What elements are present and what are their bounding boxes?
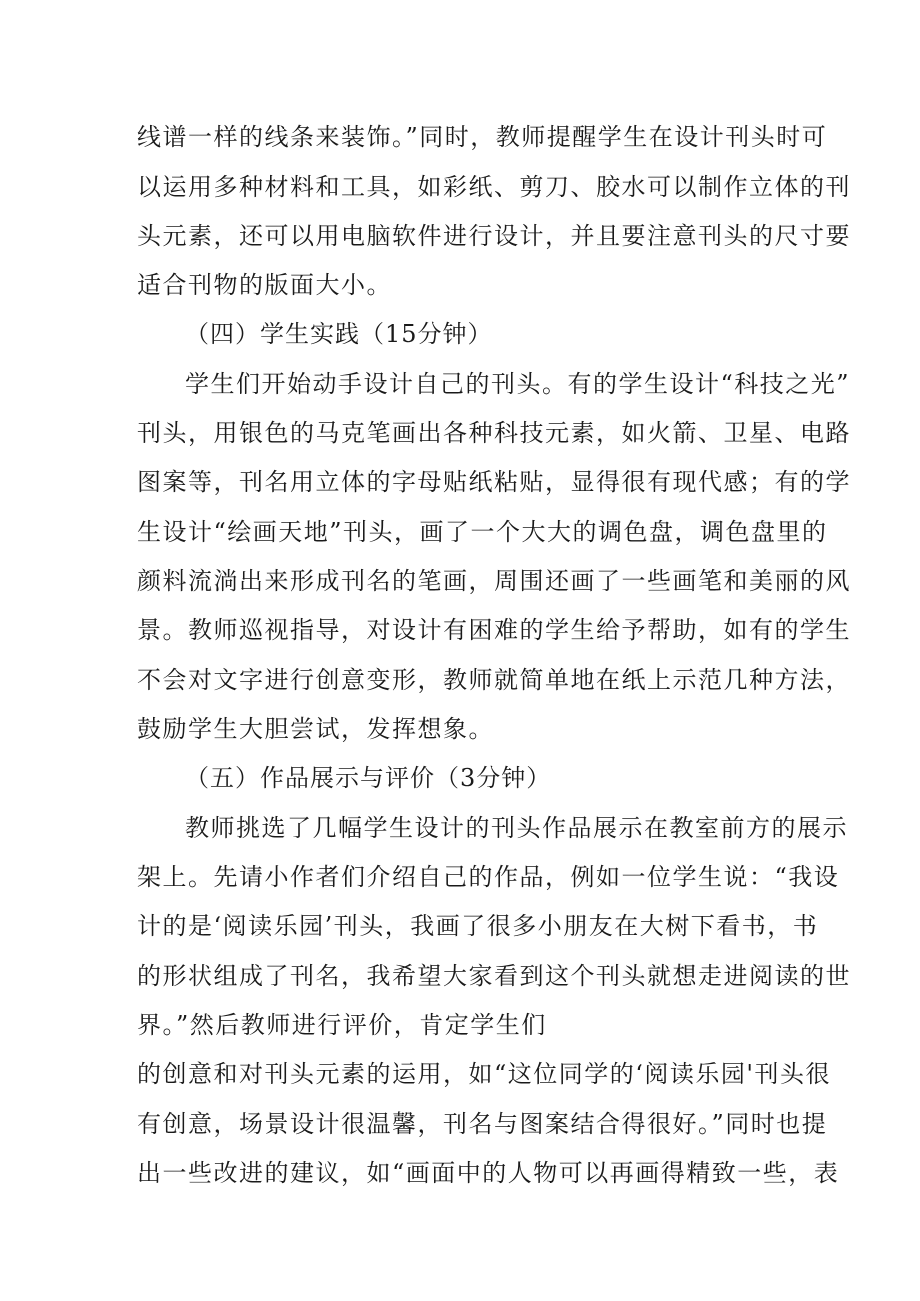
paragraph-line: 不会对文字进行创意变形，教师就简单地在纸上示范几种方法， <box>137 666 851 694</box>
paragraph-line: 教师挑选了几幅学生设计的刊头作品展示在教室前方的展示 <box>185 814 848 842</box>
paragraph-line: 架上。先请小作者们介绍自己的作品，例如一位学生说：“我设 <box>137 863 840 891</box>
paragraph-line: 适合刊物的版面大小。 <box>137 271 392 299</box>
paragraph-line: 景。教师巡视指导，对设计有困难的学生给予帮助，如有的学生 <box>137 616 851 644</box>
paragraph-line: 有创意，场景设计很温馨，刊名与图案结合得很好。”同时也提 <box>137 1110 828 1138</box>
paragraph-line: 生设计“绘画天地”刊头，画了一个大大的调色盘，调色盘里的 <box>137 518 828 546</box>
paragraph-line: 图案等，刊名用立体的字母贴纸粘贴，显得很有现代感；有的学 <box>137 468 851 496</box>
paragraph-line: 刊头，用银色的马克笔画出各种科技元素，如火箭、卫星、电路 <box>137 419 851 447</box>
paragraph-line: 鼓励学生大胆尝试，发挥想象。 <box>137 715 494 743</box>
paragraph-line: 学生们开始动手设计自己的刊头。有的学生设计“科技之光” <box>185 370 851 398</box>
section-heading-4: （四）学生实践（15分钟） <box>185 320 493 348</box>
paragraph-line: 的创意和对刊头元素的运用，如“这位同学的‘阅读乐园'刊头很 <box>137 1060 831 1088</box>
section-heading-5: （五）作品展示与评价（3分钟） <box>185 764 552 792</box>
paragraph-line: 颜料流淌出来形成刊名的笔画，周围还画了一些画笔和美丽的风 <box>137 567 851 595</box>
paragraph-line: 以运用多种材料和工具，如彩纸、剪刀、胶水可以制作立体的刊 <box>137 173 851 201</box>
paragraph-line: 计的是‘阅读乐园’刊头，我画了很多小朋友在大树下看书，书 <box>137 912 819 940</box>
paragraph-line: 界。”然后教师进行评价，肯定学生们 <box>137 1011 547 1039</box>
paragraph-line: 头元素，还可以用电脑软件进行设计，并且要注意刊头的尺寸要 <box>137 222 851 250</box>
paragraph-line: 线谱一样的线条来装饰。”同时，教师提醒学生在设计刊头时可 <box>137 123 828 151</box>
paragraph-line: 出一些改进的建议，如“画面中的人物可以再画得精致一些，表 <box>137 1159 840 1187</box>
paragraph-line: 的形状组成了刊名，我希望大家看到这个刊头就想走进阅读的世 <box>137 962 851 990</box>
